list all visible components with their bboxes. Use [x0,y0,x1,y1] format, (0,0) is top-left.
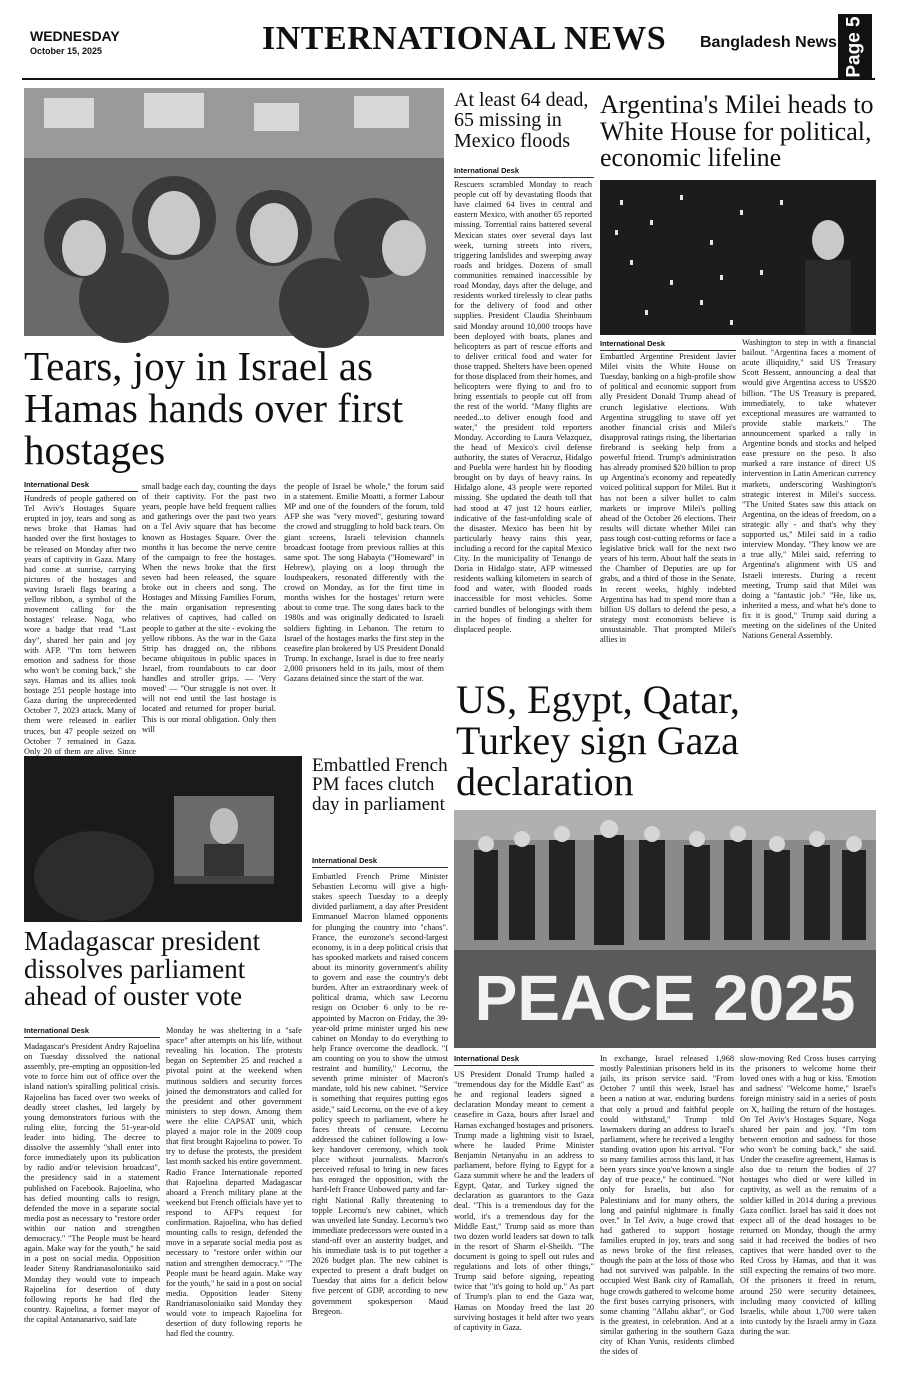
argentina-column-1: Embattled Argentine President Javier Milei visits the White House on Tuesday, banking on a high-profile show of political and economic support from ally President Donald Trump ahead of crunch legislative elections. With Argentina struggling to stave off yet another financial crisis and Milei's disapproval ratings rising, the libertarian firebrand is seeking help from a powerful friend. Trump's administration has already promised $20 billion to prop up Argentina's economy and repeatedly voiced political support for Milei. But it has not been a silver bullet to calm markets or improve Milei's polling ahead of the October 26 elections. Their results will dictate whether Milei can pass tough cost-cutting reforms or face a legislative brick wall for the next two years of his term. About half the seats in the Chamber of Deputies are up for grabs, and a third of those in the Senate. In recent weeks, highly indebted Argentina has had to spend more than a billion US dollars to defend the peso, a strategy most economists believe is unsustainable. That prompted Milei's allies in [600,352,736,645]
mexico-headline: At least 64 dead, 65 missing in Mexico floods [454,89,589,152]
gaza-headline: US, Egypt, Qatar, Turkey sign Gaza declaration [456,677,740,804]
madagascar-broadcast-photo [24,756,302,922]
gaza-column-1: US President Donald Trump hailed a "tremendous day for the Middle East" as he and regional leaders signed a declaration Monday meant to cement a ceasefire in Gaza, hours after Israel and Hamas exchanged hostages and prisoners. Trump made a lightning visit to Israel, where he lauded Prime Minister Benjamin Netanyahu in an address to parliament, before flying to Egypt for a Gaza summit where he and the leaders of Egypt, Qatar, and Turkey signed the declaration as guarantors to the Gaza deal. "This is a tremendous day for the world, it's a tremendous day for the Middle East," Trump said as more than two dozen world leaders sat down to talk in the resort of Sharm el-Sheikh. "The document is going to spell out rules and regulations and lots of other things," Trump said before signing, repeating twice that "it's going to hold up." As part of Trump's plan to end the Gaza war, Hamas on Monday freed the last 20 surviving hostages it held after two years of captivity in Gaza. [454,1070,594,1332]
day-label: WEDNESDAY [30,28,120,44]
israel-column-3: the people of Israel be whole," the forum said in a statement. Emilie Moatti, a former Labour MP and one of the founders of the forum, told AFP she was "very moved", gesturing toward the crowd and struggling to hold back tears. On giant screens, Israeli television channels broadcast footage from previous rallies at this same spot. The song Habayta ("Homeward" in Hebrew), playing on a loop through the loudspeakers, resonated differently with the crowd on Monday, as for the first time in months wishes for the hostages' return were about to come true. The song dates back to the 1980s and was originally dedicated to Israeli soldiers fighting in Lebanon. The return to Israel of the hostages marks the first step in the ceasefire plan brokered by US President Donald Trump. In exchange, Israel is due to free nearly 2,000 prisoners held in its jails, most of them Gazans detained since the start of the war. [284,482,444,684]
gaza-desk-label: International Desk [454,1054,594,1066]
page-number: Page 5 [844,16,866,78]
france-headline: Embattled French PM faces clutch day in parliament [312,755,448,815]
section-title: INTERNATIONAL NEWS [262,20,667,57]
paper-name: Bangladesh News [700,34,837,51]
israel-column-1: Hundreds of people gathered on Tel Aviv's Hostages Square erupted in joy, tears and song as news broke that Hamas had handed over the first hostages to be released on Monday after two years of captivity in Gaza. Many had come at sunrise, carrying pictures of the hostages and waving Israeli flags bearing a yellow ribbon, a symbol of the movement calling for the hostages' release. Noga, who wore a badge that read "Last day", shared her pain and joy with AFP. "I'm torn between emotion and sadness for those who won't be coming back," she says. Hamas and its allies took hostage 251 people hostage into Gaza during the unprecedented October 7, 2023 attack. Many of them were released in earlier truces, but 47 people seized on October 7 remained in Gaza. Only 20 of them are alive. Since [24,494,136,756]
madagascar-headline: Madagascar president dissolves parliament ahead of ouster vote [24,926,261,1012]
madagascar-column-2: Monday he was sheltering in a "safe space" after attempts on his life, without revealing his location. The protests began on September 25 and reached a pivotal point at the weekend when mutinous soldiers and security forces joined the demonstrators and called for the president and other government ministers to step down. Among them were the elite CAPSAT unit, which played a major role in the 2009 coup that first brought Rajoelina to power. To try to defuse the protests, the president last month sacked his entire government. Radio France Internationale reported that Rajoelina departed Madagascar aboard a French military plane at the weekend but French officials have yet to respond to AFP's request for confirmation. Rajoelina, who has defied mounting calls to resign, defended the move in a separate social media post as necessary to "restore order within our nation and strengthen democracy." "The People must be heard again. Make way for the youth," he said in a post on social media. Opposition leader Siteny Randrianasoloniaiko said Monday they would vote to impeach Rajoelina for desertion of duty following reports he had fled the country. [166,1026,302,1339]
france-column: Embattled French Prime Minister Sebastien Lecornu will give a high-stakes speech Tuesday to a deeply divided parliament, a day after President Emmanuel Macron blamed opponents for plunging the country into "chaos". France, the eurozone's second-largest economy, is in a deep political crisis that has spooked markets and raised concern about its minority government's ability to govern and ease the country's debt burden. After an extraordinary week of political drama, which saw Lecornu resign on October 6 only to be re-appointed by Macron on Friday, the 39-year-old prime minister urged his new cabinet on Monday to do everything to help France overcome the deadlock. "I am counting on you to show the utmost restraint and humility," Lecornu, the seventh prime minister of Macron's mandate, told his new cabinet. "Service is something that requires putting egos aside," said Lecornu, on the eve of a key policy speech to parliament, where he faces threats of censure. Lecornu addressed the cabinet following a low-key handover ceremony, which took place without journalists. Macron's perceived refusal to bring in new faces has enraged the opposition, with the hard-left France Unbowed party and far-right National Rally threatening to topple Lecornu's new cabinet, which was unveiled late Sunday. Lecornu's two immediate predecessors were ousted in a stand-off over an austerity budget, and his immediate task is to put together a 2026 budget plan. The new cabinet is expected to present a draft budget on Tuesday that aims for a deficit below five percent of GDP, according to new government spokesperson Maud Bregeon. [312,872,448,1316]
madagascar-desk-label: International Desk [24,1026,160,1038]
gaza-column-3: slow-moving Red Cross buses carrying the prisoners to welcome home their loved ones with a hug or kiss. 'Emotion and sadness' "Welcome home," Israel's foreign ministry said in a series of posts on X, hailing the return of the hostages. On Tel Aviv's Hostages Square, Noga shared her pain and joy. "I'm torn between emotion and sadness for those who won't be coming back," she said. Under the ceasefire agreement, Hamas is also due to return the bodies of 27 hostages who died or were killed in captivity, as well as the remains of a soldier killed in 2014 during a previous Gaza conflict. Israel has said it does not expect all of the dead hostages to be returned on Monday, though the army said it had received the bodies of two captives that were handed over to the Red Cross by Hamas, and that it was still expecting the remains of two more. Of the prisoners it freed in return, around 250 were security detainees, including many convicted of killing Israelis, while about 1,700 were taken into custody by the Israeli army in Gaza during the war. [740,1054,876,1336]
israel-headline: Tears, joy in Israel as Hamas hands over first hostages [24,343,404,473]
mexico-column: Rescuers scrambled Monday to reach people cut off by devastating floods that have claimed 64 lives in central and eastern Mexico, with another 65 reported missing. Torrential rains battered several Mexican states over several days last week, turning streets into rivers, triggering landslides and sweeping away roads and bridges. Dozens of small communities remained inaccessible by road Monday, days after the deluge, and residents worked tirelessly to clear paths for the delivery of food and other supplies. President Claudia Sheinbaum said Monday around 10,000 troops have been deployed with boats, planes and helicopters as part of rescue efforts and to deliver critical food and water for those trapped. Shelters have been opened for those displaced from their homes, and helicopters were flying to and fro to bring essentials to people cut off from the rest of the world. "Many flights are needed...to deliver enough food and water," the president told reporters Monday. According to Laura Velazquez, the head of Mexico's civil defense authority, the states of Veracruz, Hidalgo and Puebla were hardest hit by flooding brought on by days of heavy rains. In Hidalgo alone, 43 people were reported missing. She updated the death toll that had stood at 47 just 12 hours earlier, indicative of the fast-unfolding scale of the disaster. Mexico has been hit by particularly heavy rains this year, including a record for the capital Mexico City. In the municipality of Tenango de Doria in Hidalgo state, AFP witnessed residents walking kilometers in search of food and water, with flooded roads inaccessible for most vehicles. Some carried bundles of belongings with them in the hopes of finding a shelter for displaced people. [454,180,593,634]
israel-desk-label: International Desk [24,480,138,492]
argentina-desk-label: International Desk [600,339,736,351]
israel-column-2: small badge each day, counting the days of their captivity. For the past two years, people have held frequent rallies and gatherings over the past two years on a Tel Aviv square that has become known as Hostages Square. Over the months it has become the nerve centre of the campaign to free the hostages. When the news broke that the first seven had been released, the square broke out in cheers and song. The Hostages and Missing Families Forum, the main organisation representing relatives of captives, had called on people to gather at the site - evoking the yellow ribbons. As the war in the Gaza Strip has dragged on, the ribbons became ubiquitous in public spaces in Israel, from roundabouts to car door handles and stroller grips. — 'Very moved' — "Our struggle is not over. It will not end until the last hostage is located and returned for proper burial. This is our moral obligation. Only then will [142,482,276,734]
page-number-tab [838,14,872,80]
mexico-desk-label: International Desk [454,166,594,178]
gaza-column-2: In exchange, Israel released 1,968 mostly Palestinian prisoners held in its jails, its prison service said. "From October 7 until this week, Israel has been a nation at war, enduring burdens that only a proud and faithful people could withstand," Trump told lawmakers during an address to Israel's parliament, where he received a lengthy standing ovation upon his arrival. "For so many families across this land, it has been years since you've known a single day of true peace," he continued. "Not only for Israelis, but also for Palestinians and for many others, the long and painful nightmare is finally over." In Tel Aviv, a huge crowd that had gathered to support hostage families erupted in joy, tears and song as news broke of the first releases, though the pain at the loss of those who had not survived was palpable. In the occupied West Bank city of Ramallah, huge crowds gathered to welcome home the first buses carrying prisoners, with some chanting "Allahu akbar", or God is the greatest, in celebration. And at a similar gathering in the southern Gaza city of Khan Yunis, residents climbed the sides of [600,1054,734,1357]
argentina-column-2: Washington to step in with a financial bailout. "Argentina faces a moment of acute illiquidity," said US Treasury Scott Bessent, announcing a deal that would give Argentina access to US$20 billion. "The US Treasury is prepared, immediately, to take whatever exceptional measures are warranted to provide stable markets." The announcement sparked a rally in Argentine bonds and stocks and helped ease pressure on the peso. It also marked a rare instance of direct US intervention in Latin American currency markets, underscoring Washington's strategic interest in Milei's success. "The United States saw this attack on Argentina, on the ideas of freedom, on a strategic ally - and that's why they supported us," Milei said in a radio interview Monday. "They know we are a true ally," Milei said, referring to Argentina's alignment with US and Israeli interests. During a recent meeting, Trump said that Milei was doing a "fantastic job." "He, like us, inherited a mess, and what he's done to fix it is good," Trump said during a meeting on the sidelines of the United Nations General Assembly. [742,338,876,641]
header-rule [22,78,875,80]
peace-banner-text: PEACE 2025 [474,962,856,1034]
peace-summit-photo [454,810,876,1048]
france-desk-label: International Desk [312,856,448,868]
argentina-headline: Argentina's Milei heads to White House for political, economic lifeline [600,90,874,173]
israel-crowd-photo [24,88,444,336]
milei-confetti-photo [600,180,876,335]
date-label: October 15, 2025 [30,46,103,56]
madagascar-column-1: Madagascar's President Andry Rajoelina on Tuesday dissolved the national assembly, pre-empting an opposition-led vote to force him out of office over the island nation's spiralling political crisis. Rajoelina has faced over two weeks of deadly street clashes, led largely by young demonstrators furious with the ruling elite, forcing the 51-year-old leader into hiding. The decree to dissolve the assembly "shall enter into force immediately upon its publication by radio and/or television broadcast", the presidency said in a statement published on Facebook. Rajoelina, who has defied mounting calls to resign, defended the move in a separate social media post as necessary to "restore order within our nation and strengthen democracy." "The People must be heard again. Make way for the youth," he said in a post on social media. Opposition leader Siteny Randrianasoloniaiko said Monday they would vote to impeach Rajoelina for desertion of duty following reports he had fled the country. Rajoelina, a former mayor of the capital Antananarivo, said late [24,1042,160,1324]
